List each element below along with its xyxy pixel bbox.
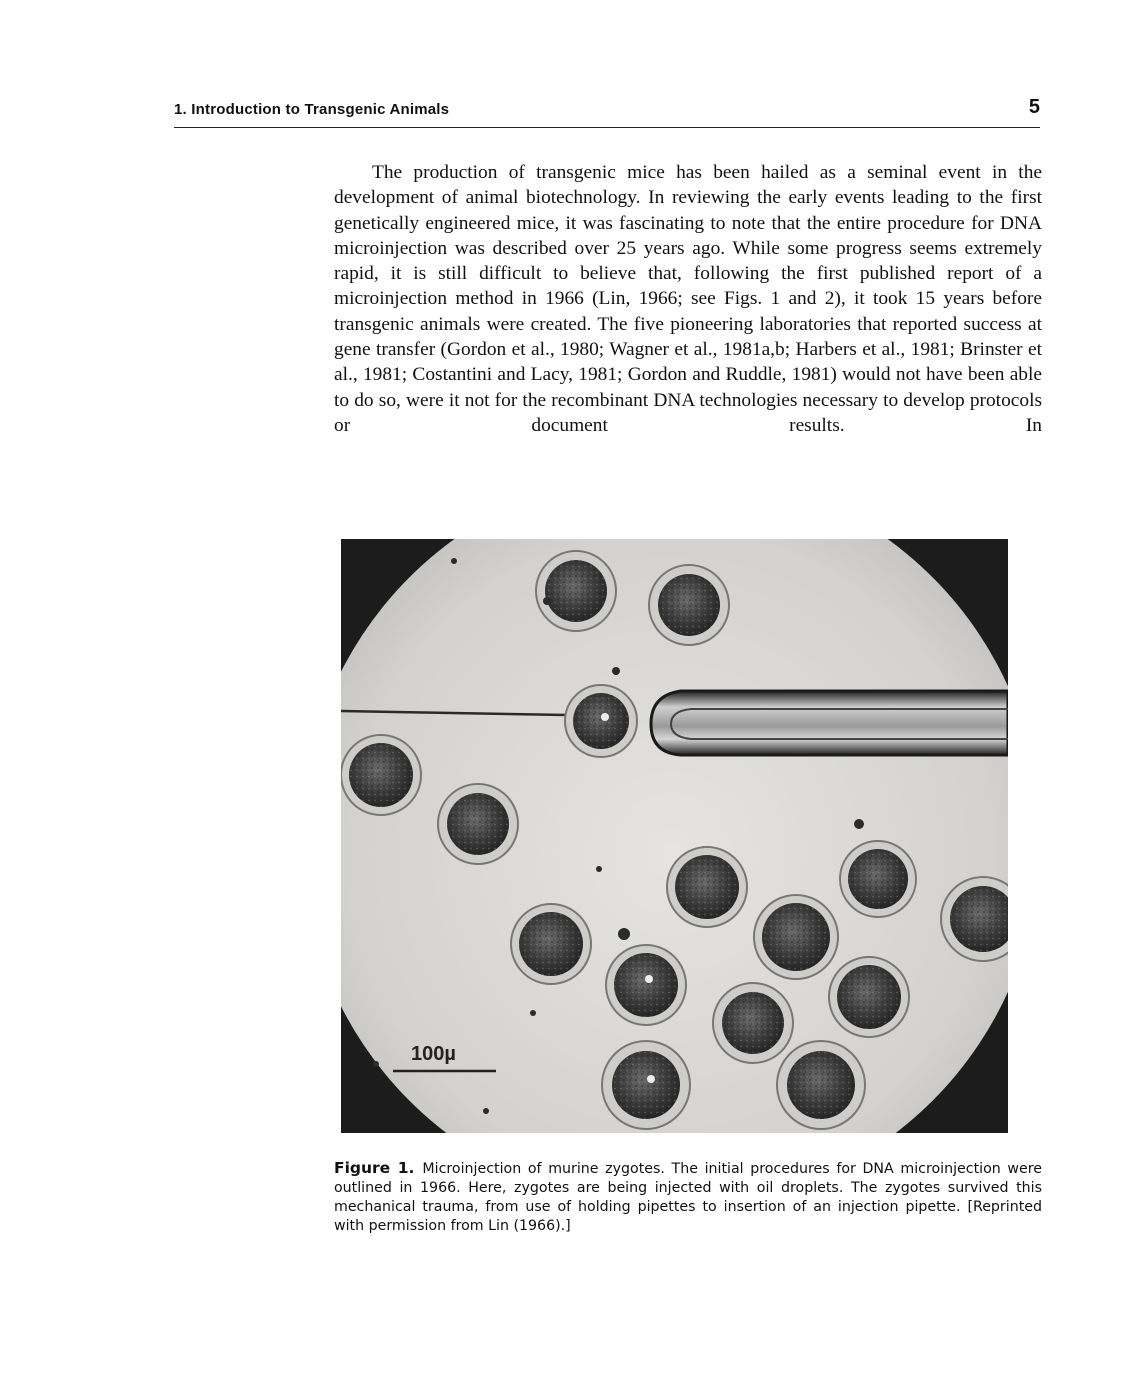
scale-bar-label: 100µ xyxy=(411,1043,456,1065)
micrograph-image xyxy=(341,539,1008,1133)
figure-caption xyxy=(334,1159,1042,1236)
figure-micrograph xyxy=(341,539,1008,1133)
body-paragraph: The production of transgenic mice has been hailed as a seminal event in the development of animal biotechnology. In reviewing the early events leading to the first genetically engineered mice, it was fascinating to note that the entire procedure for DNA microinjection was described over 25 years ago. While some progress seems extremely rapid, it is still difficult to believe that, following the first published report of a microinjection method in 1966 (Lin, 1966; see Figs. 1 and 2), it took 15 years before transgenic animals were created. The five pioneering laboratories that reported success at gene transfer (Gordon et al., 1980; Wagner et al., 1981a,b; Harbers et al., 1981; Brinster et al., 1981; Costantini and Lacy, 1981; Gordon and Ruddle, 1981) would not have been able to do so, were it not for the recombinant DNA technologies necessary to develop protocols or document results. In xyxy=(334,162,1042,436)
body-text xyxy=(334,160,1042,438)
page-number: 5 xyxy=(1028,96,1040,118)
caption-label: Figure 1. xyxy=(334,1159,415,1177)
running-head xyxy=(174,96,1040,128)
caption-text: Microinjection of murine zygotes. The initial procedures for DNA microinjection were outlined in 1966. Here, zygotes are being injected with oil droplets. The zygotes survived this mechanical trauma, from use of holding pipettes to insertion of an injection pipette. [Reprinted with permission from Lin (1966).] xyxy=(334,1161,1042,1234)
running-title: 1. Introduction to Transgenic Animals xyxy=(174,101,450,118)
holding-pipette xyxy=(651,691,1008,755)
